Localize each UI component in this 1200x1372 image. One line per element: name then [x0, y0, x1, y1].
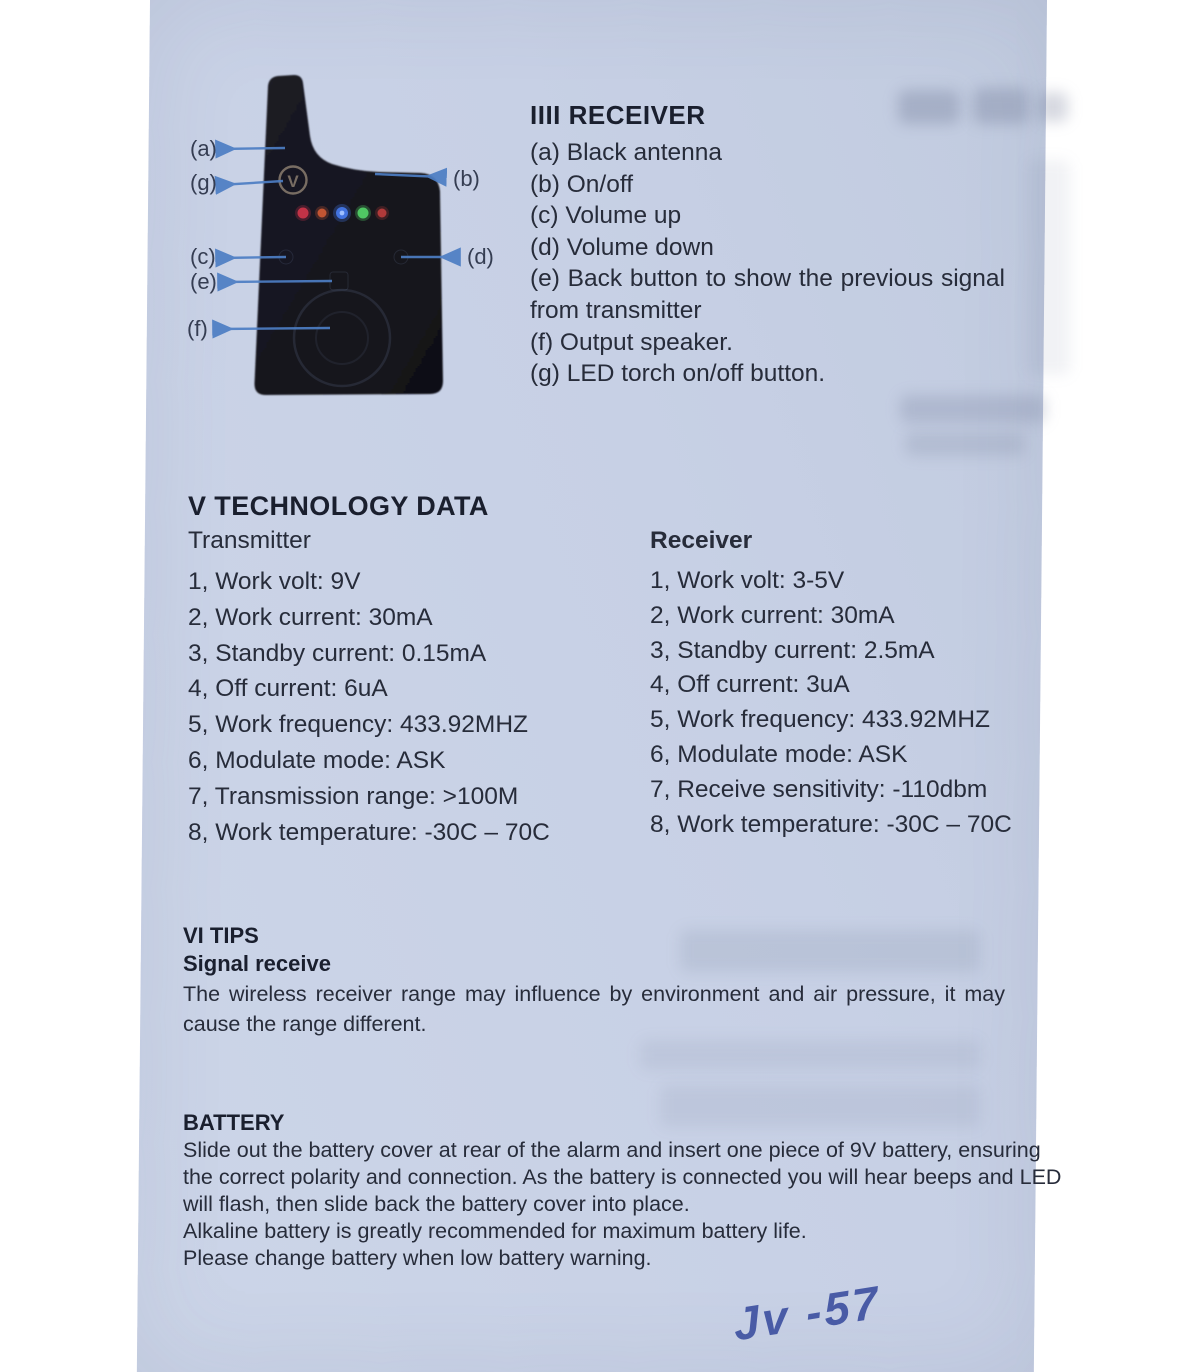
led-indicator-1 [298, 208, 309, 219]
battery-note-change: Please change battery when low battery warning. [183, 1246, 652, 1270]
led-indicator-4 [358, 208, 369, 219]
receiver-device-diagram [170, 70, 510, 415]
spec-item: 5, Work frequency: 433.92MHZ [188, 711, 528, 739]
spec-item: 3, Standby current: 0.15mA [188, 639, 487, 667]
diagram-label-a: (a) [190, 136, 217, 161]
part-item-d: (d) Volume down [530, 233, 714, 261]
bleedthrough-smudge [640, 1040, 980, 1070]
battery-paragraph: Slide out the battery cover at rear of the alarm and insert one piece of 9V battery, ensuring the correct polarity and connection. As the battery is connected you will hear beeps and LED will flash, then slide back the battery cover into place. [183, 1138, 1062, 1216]
led-highlight [340, 211, 345, 216]
spec-item: 2, Work current: 30mA [188, 603, 433, 631]
tips-body: The wireless receiver range may influence by environment and air pressure, it may cause the range different. [183, 982, 1005, 1036]
spec-item: 1, Work volt: 9V [188, 568, 361, 595]
tips-subtitle: Signal receive [183, 951, 331, 976]
arrow-c [220, 257, 286, 258]
transmitter-heading: Transmitter [188, 527, 311, 554]
part-item-e: (e) Back button to show the previous signal from transmitter [530, 265, 1005, 324]
spec-item: 2, Work current: 30mA [650, 601, 895, 629]
part-item-g: (g) LED torch on/off button. [530, 360, 826, 388]
battery-title: BATTERY [183, 1110, 285, 1135]
spec-item: 4, Off current: 3uA [650, 671, 850, 699]
handwritten-note: Jv -57 [731, 1275, 883, 1351]
led-indicator-2 [318, 209, 327, 218]
led-indicator-5 [378, 209, 387, 218]
spec-item: 8, Work temperature: -30C – 70C [650, 810, 1012, 838]
battery-note-alkaline: Alkaline battery is greatly recommended for maximum battery life. [183, 1219, 807, 1243]
bleedthrough-smudge [905, 432, 1025, 456]
spec-item: 5, Work frequency: 433.92MHZ [650, 706, 990, 734]
battery-section [183, 1109, 1068, 1272]
bleedthrough-smudge [973, 88, 1029, 124]
spec-item: 7, Receive sensitivity: -110dbm [650, 775, 988, 803]
receiver-column [650, 527, 1050, 842]
spec-item: 6, Modulate mode: ASK [650, 740, 908, 768]
spec-item: 7, Transmission range: >100M [188, 782, 519, 810]
diagram-label-b: (b) [453, 166, 480, 191]
arrow-f [217, 328, 330, 329]
diagram-label-g: (g) [190, 170, 217, 195]
part-item-a: (a) Black antenna [530, 139, 723, 166]
spec-item: 3, Standby current: 2.5mA [650, 636, 935, 664]
spec-item: 4, Off current: 6uA [188, 675, 388, 703]
diagram-label-e: (e) [190, 269, 217, 294]
diagram-label-f: (f) [187, 316, 208, 341]
technology-section-title: V TECHNOLOGY DATA [188, 491, 489, 521]
transmitter-column [188, 527, 658, 850]
arrow-e [222, 281, 332, 282]
diagram-label-d: (d) [467, 244, 494, 269]
spec-item: 1, Work volt: 3-5V [650, 567, 845, 594]
part-item-c: (c) Volume up [530, 202, 682, 230]
spec-item: 8, Work temperature: -30C – 70C [188, 818, 550, 846]
bleedthrough-smudge [1038, 92, 1068, 122]
spec-item: 6, Modulate mode: ASK [188, 746, 446, 774]
receiver-parts-list [530, 137, 1005, 390]
bleedthrough-smudge [898, 90, 960, 124]
device-body [254, 75, 443, 395]
receiver-heading: Receiver [650, 527, 753, 554]
part-item-f: (f) Output speaker. [530, 328, 733, 356]
receiver-section-title: IIII RECEIVER [530, 100, 706, 130]
bleedthrough-smudge [1028, 160, 1070, 375]
arrow-a [220, 148, 285, 149]
tips-title: VI TIPS [183, 923, 259, 948]
diagram-label-c: (c) [190, 244, 216, 269]
tips-section [183, 921, 1023, 1039]
v-logo-icon: V [287, 172, 299, 191]
part-item-b: (b) On/off [530, 170, 634, 198]
bleedthrough-smudge [900, 395, 1046, 423]
